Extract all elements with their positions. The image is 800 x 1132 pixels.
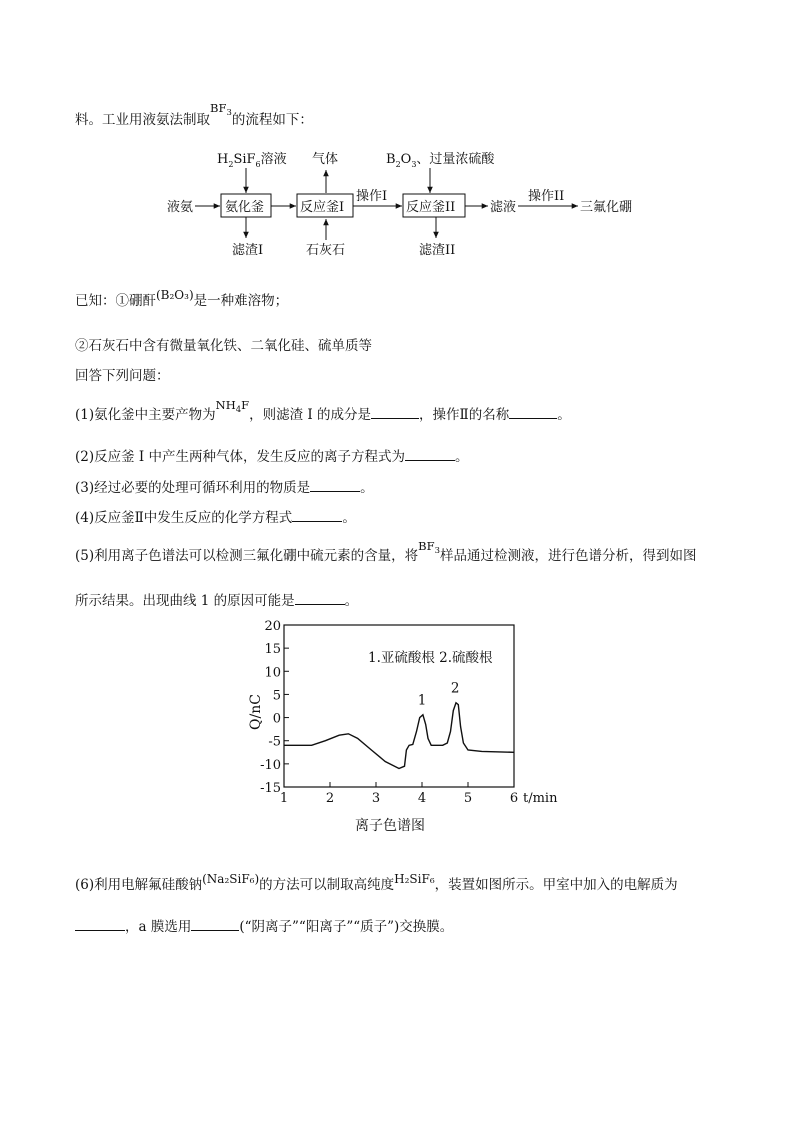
- y-tick-label: -5: [268, 734, 281, 750]
- intro-line: [75, 101, 313, 131]
- product-label: 三氟化硼: [580, 200, 633, 215]
- nh4f-main: NH: [215, 398, 236, 412]
- bf3-formula-q5: [418, 539, 440, 556]
- y-tick-label: 10: [264, 665, 281, 681]
- known-text-a: 已知：①硼酐: [75, 293, 156, 309]
- chart-legend: 1.亚硫酸根 2.硫酸根: [368, 650, 493, 666]
- ion-chromatogram-chart: [230, 612, 558, 837]
- liquid-ammonia-label: 液氨: [167, 200, 194, 215]
- chromatogram-curve: [284, 703, 514, 769]
- fluorination-box-label: 氨化釜: [225, 200, 265, 215]
- q1-text-b: ，则滤渣 I 的成分是: [249, 407, 372, 423]
- q5-line2-text: 所示结果。出现曲线 1 的原因可能是: [75, 593, 295, 609]
- answer-prompt: 回答下列问题：: [75, 368, 170, 384]
- q1-text-d: 。: [557, 407, 571, 423]
- process-flow-diagram: [160, 148, 650, 263]
- q6-line2-text-b: (“阴离子”“阳离子”“质子”)交换膜。: [239, 919, 454, 935]
- q6-line2-text-a: ，a 膜选用: [125, 919, 192, 935]
- nh4f-sub: 4: [235, 405, 242, 415]
- gas-label: 气体: [312, 152, 339, 167]
- y-tick-label: 15: [264, 642, 281, 658]
- bf3-q5-main: BF: [418, 539, 435, 553]
- question-5-line-2: [75, 592, 358, 610]
- y-tick-label: 5: [272, 688, 281, 704]
- q5-line2-end: 。: [344, 593, 359, 609]
- intro-text: 料。工业用液氨法制取: [75, 112, 210, 128]
- op1-label: 操作I: [356, 189, 388, 204]
- question-6-line-2: [75, 918, 453, 936]
- q5-text-a: (5)利用离子色谱法可以检测三氟化硼中硫元素的含量，将: [75, 548, 419, 564]
- y-tick-label: -15: [260, 781, 281, 796]
- bf3-main: BF: [210, 101, 227, 115]
- question-5: [75, 539, 697, 567]
- chart-title: 离子色谱图: [355, 818, 425, 834]
- q2-blank[interactable]: [405, 448, 455, 461]
- q4-text-b: 。: [342, 510, 356, 526]
- na2sif6-formula: (Na₂SiF₆): [202, 872, 260, 886]
- x-tick-label: 3: [371, 791, 381, 806]
- op2-label: 操作II: [528, 189, 565, 204]
- q5-text-b: 样品通过检测液，进行色谱分析，得到如图: [439, 548, 697, 564]
- known-line-2: ②石灰石中含有微量氧化铁、二氧化硅、硫单质等: [75, 338, 372, 354]
- y-tick-label: -10: [260, 757, 281, 773]
- q3-text-b: 。: [360, 480, 374, 496]
- filtrate-label: 滤液: [490, 200, 517, 215]
- question-3: [75, 479, 374, 497]
- q3-text-a: (3)经过必要的处理可循环利用的物质是: [75, 480, 311, 496]
- intro-text-after: 的流程如下：: [231, 112, 313, 128]
- q2-text-b: 。: [455, 449, 469, 465]
- x-tick-label: 6: [509, 791, 519, 806]
- x-tick-label: 1: [279, 791, 289, 806]
- q4-blank[interactable]: [292, 509, 342, 522]
- bf3-formula: [210, 101, 232, 118]
- y-tick-label: 0: [272, 711, 281, 727]
- q6-blank-2[interactable]: [191, 918, 239, 931]
- q6-text-a: (6)利用电解氟硅酸钠: [75, 877, 203, 893]
- q1-blank-1[interactable]: [371, 406, 419, 419]
- reactor1-box-label: 反应釜I: [300, 200, 345, 215]
- question-4: [75, 509, 356, 527]
- q1-blank-2[interactable]: [509, 406, 557, 419]
- q3-blank[interactable]: [310, 479, 360, 492]
- limestone-label: 石灰石: [306, 243, 346, 258]
- peak-label: 1: [417, 692, 427, 709]
- bf3-q5-sub: 3: [434, 546, 440, 556]
- q1-text-a: (1)氨化釜中主要产物为: [75, 407, 216, 423]
- h2sif6-formula: H₂SiF₆: [394, 872, 435, 886]
- x-axis-label: t/min: [523, 791, 558, 806]
- reactor2-box-label: 反应釜II: [406, 200, 456, 215]
- y-tick-label: 20: [264, 619, 281, 634]
- q6-text-b: 的方法可以制取高纯度: [259, 877, 395, 893]
- b2o3-label: $B_2O_3$、过量浓硫酸: [386, 152, 495, 169]
- bf3-sub: 3: [226, 108, 232, 118]
- q6-blank-1[interactable]: [75, 918, 125, 931]
- known-text-b: 是一种难溶物；: [193, 293, 289, 309]
- b2o3-formula: (B₂O₃): [156, 288, 194, 302]
- h2sif6-label: $H_2SiF_6$溶液: [217, 152, 287, 169]
- x-tick-label: 5: [463, 791, 473, 806]
- residue1-label: 滤渣I: [232, 243, 264, 258]
- question-1: [75, 398, 571, 426]
- q6-text-c: ，装置如图所示。甲室中加入的电解质为: [434, 877, 678, 893]
- q4-text-a: (4)反应釜Ⅱ中发生反应的化学方程式: [75, 510, 293, 526]
- y-axis-label: Q/nC: [248, 694, 264, 730]
- nh4f-formula: [215, 398, 250, 415]
- question-2: [75, 448, 469, 466]
- peak-label: 2: [450, 680, 460, 697]
- known-line-1: [75, 288, 289, 310]
- question-6: [75, 872, 678, 894]
- residue2-label: 滤渣II: [419, 243, 456, 258]
- q5-blank[interactable]: [295, 592, 345, 605]
- q1-text-c: ，操作Ⅱ的名称: [419, 407, 510, 423]
- q2-text-a: (2)反应釜 I 中产生两种气体，发生反应的离子方程式为: [75, 449, 406, 465]
- x-tick-label: 4: [417, 791, 427, 806]
- nh4f-end: F: [241, 398, 250, 412]
- x-tick-label: 2: [325, 791, 335, 806]
